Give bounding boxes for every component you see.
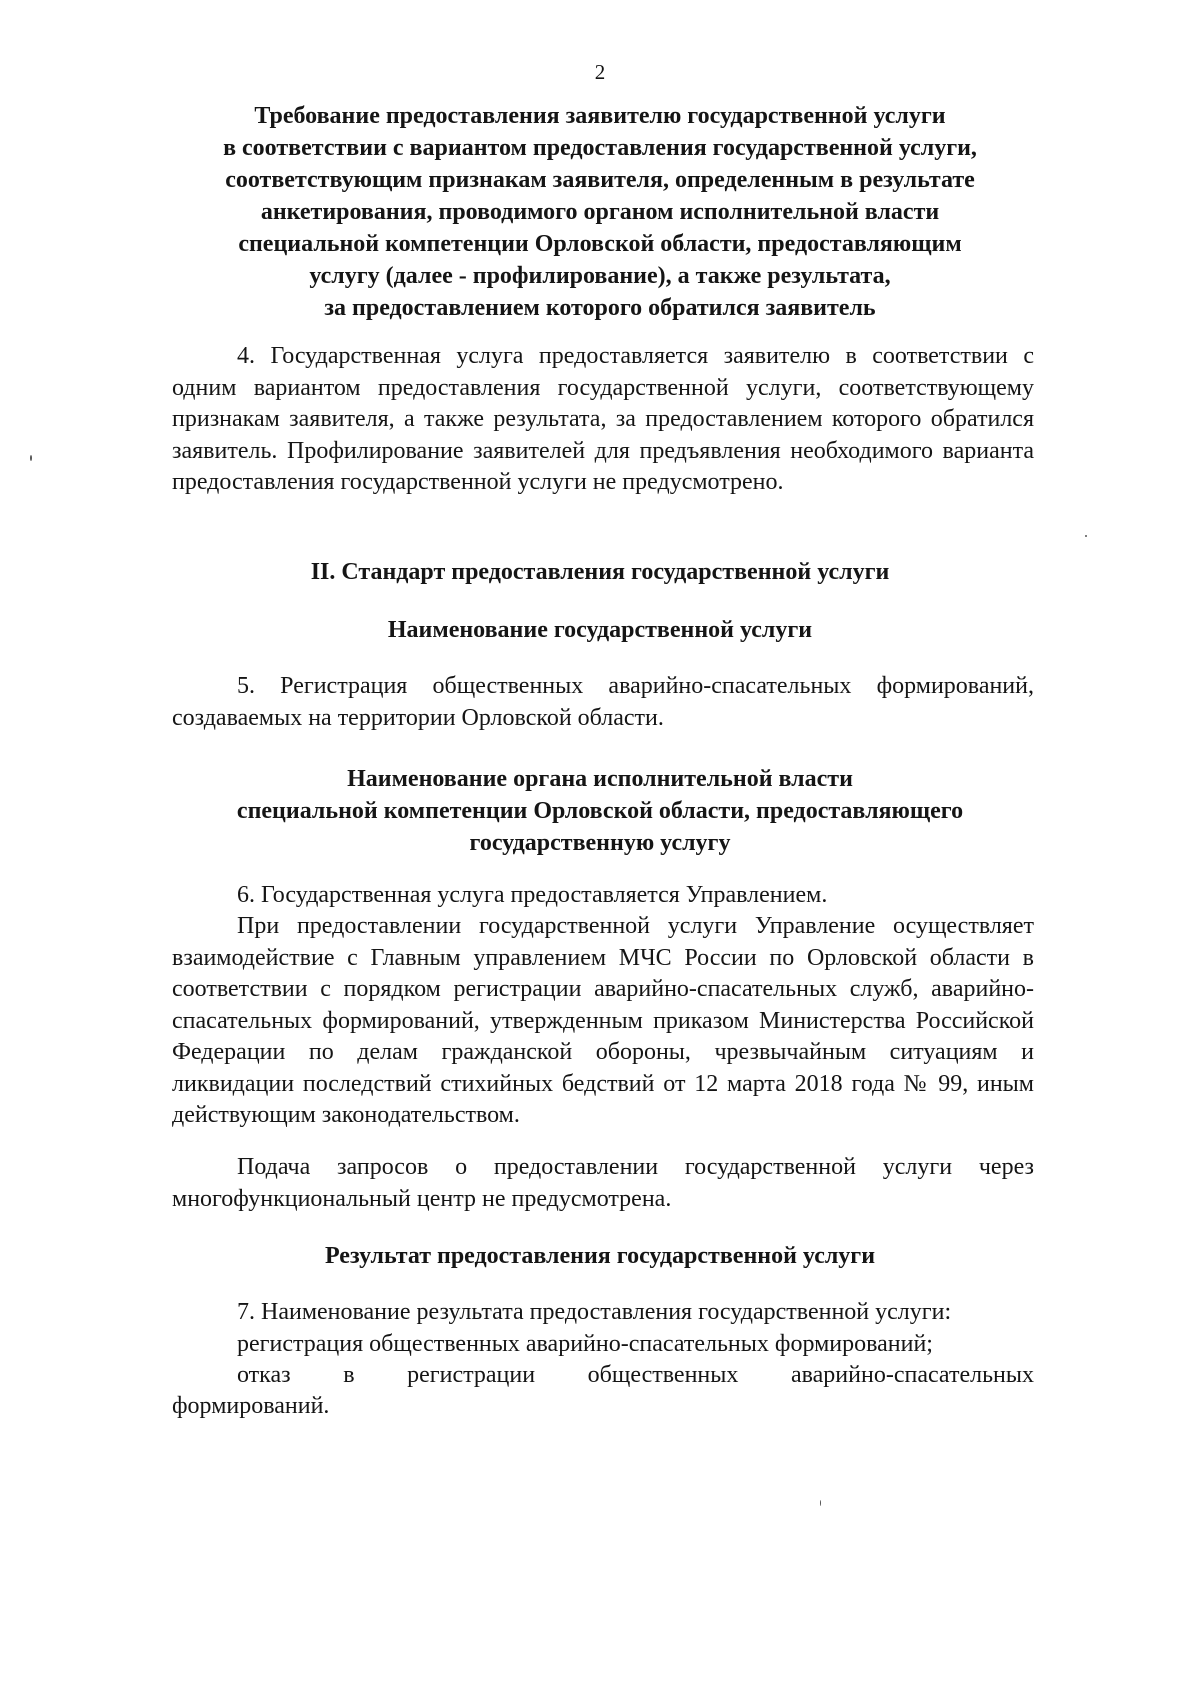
heading-line: анкетирования, проводимого органом исполнительной власти (260, 199, 940, 225)
heading-line: специальной компетенции Орловской области, предоставляющим (238, 231, 962, 257)
paragraph-7-item-2-line-1: отказ в регистрации общественных аварийно-спасательных (237, 1362, 1034, 1388)
authority-heading (160, 763, 1040, 859)
heading-line: государственную услугу (469, 830, 731, 856)
service-name-heading: Наименование государственной услуги (387, 617, 813, 643)
paragraph-7: 7. Наименование результата предоставления государственной услуги: (237, 1299, 952, 1325)
paragraph-5: 5. Регистрация общественных аварийно-спасательных формирований, создаваемых на территории Орловской области. (172, 673, 1034, 731)
heading-line: Требование предоставления заявителю государственной услуги (254, 103, 946, 129)
heading-line: услугу (далее - профилирование), а также результата, (309, 263, 891, 289)
paragraph-6-mfc: Подача запросов о предоставлении государственной услуги через многофункциональный центр не предусмотрена. (172, 1154, 1034, 1212)
heading-line: за предоставлением которого обратился заявитель (324, 295, 876, 321)
heading-line: специальной компетенции Орловской области, предоставляющего (236, 798, 964, 824)
heading-line: в соответствии с вариантом предоставления государственной услуги, (223, 135, 977, 161)
requirement-heading (160, 100, 1040, 324)
result-heading: Результат предоставления государственной услуги (324, 1243, 876, 1269)
heading-line: соответствующим признакам заявителя, определенным в результате (225, 167, 975, 193)
paragraph-4: 4. Государственная услуга предоставляется заявителю в соответствии с одним вариантом предоставления государственной услуги, соответствующему признакам заявителя, а также результата, за предоставлением которого обратился заявитель. Профилирование заявителей для предъявления необходимого варианта предоставления государственной услуги не предусмотрено. (172, 343, 1034, 495)
paragraph-7-item-2-line-2: формирований. (172, 1393, 330, 1419)
page-number: 2 (594, 60, 606, 84)
heading-line: Наименование органа исполнительной власти (347, 766, 853, 792)
paragraph-7-item-1: регистрация общественных аварийно-спасательных формирований; (237, 1331, 933, 1357)
paragraph-6: 6. Государственная услуга предоставляется Управлением. (237, 882, 828, 908)
paragraph-6-interaction: При предоставлении государственной услуги Управление осуществляет взаимодействие с Главным управлением МЧС России по Орловской области в соответствии с порядком регистрации аварийно-спасательных служб, аварийно-спасательных формирований, утвержденным приказом Министерства Российской Федерации по делам гражданской обороны, чрезвычайным ситуациям и ликвидации последствий стихийных бедствий от 12 марта 2018 года № 99, иным действующим законодательством. (172, 913, 1034, 1128)
scan-speck (1085, 535, 1087, 537)
scan-speck (30, 455, 32, 461)
scan-speck (820, 1500, 821, 1506)
section-2-title: II. Стандарт предоставления государственной услуги (310, 559, 890, 585)
